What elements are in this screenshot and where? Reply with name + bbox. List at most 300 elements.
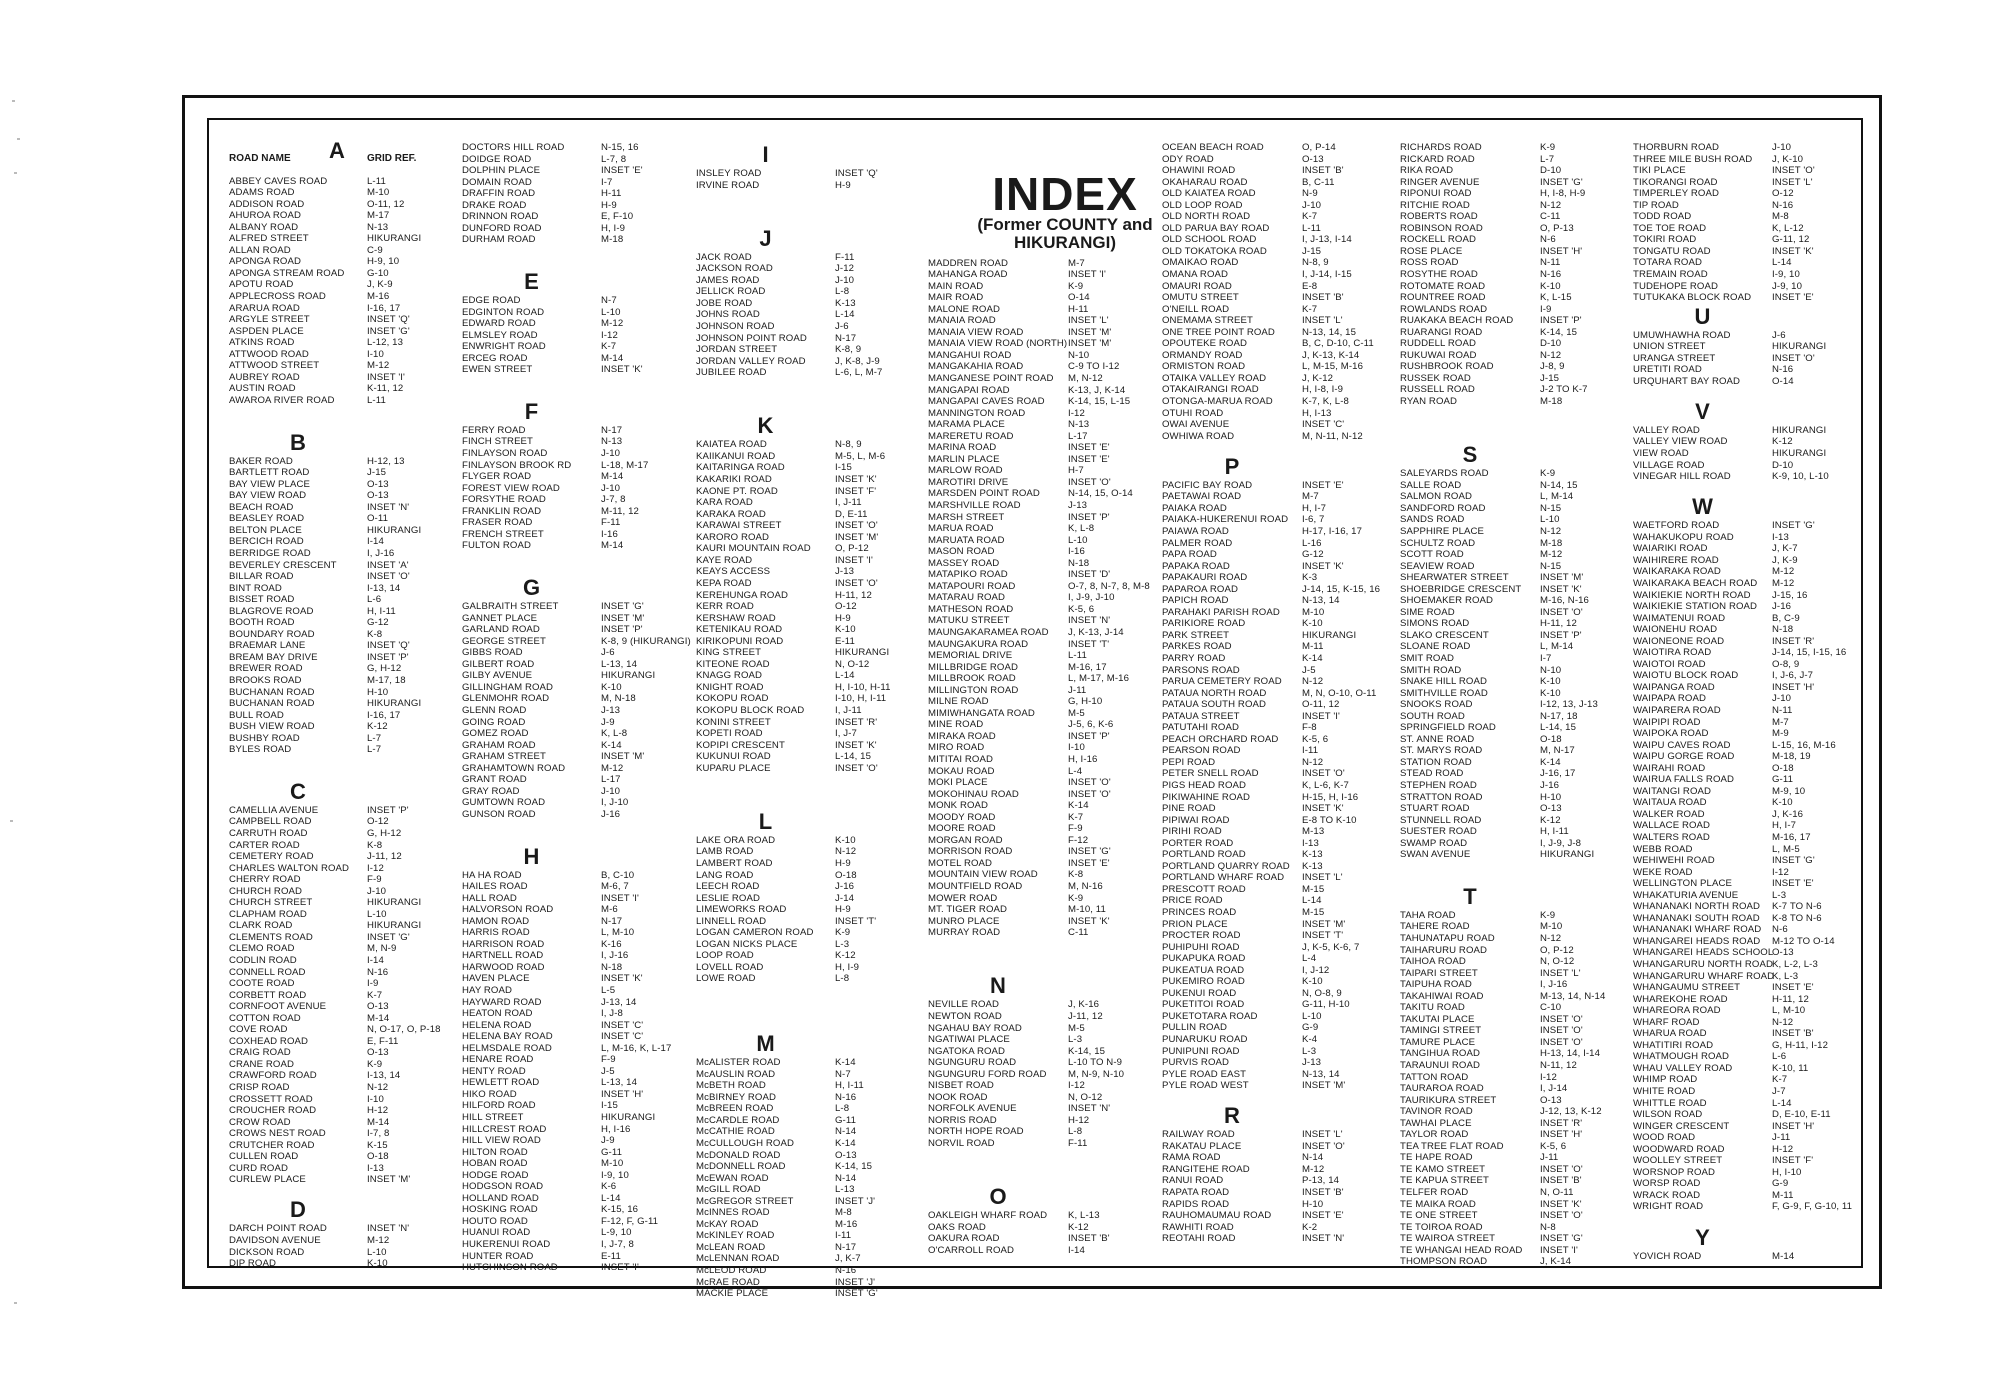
grid-ref: INSET 'I' xyxy=(367,371,405,383)
index-entry xyxy=(696,168,891,180)
grid-ref: I, J-7 xyxy=(835,728,857,740)
grid-ref: G-11 xyxy=(1772,774,1794,786)
grid-ref: K, L-3 xyxy=(1772,970,1799,982)
road-name: MANAIA VIEW ROAD (NORTH) xyxy=(928,338,1068,350)
index-entry xyxy=(1162,711,1380,723)
grid-ref: K-8, 9 (HIKURANGI) xyxy=(601,635,691,647)
index-entry xyxy=(1400,653,1605,665)
road-name: ALFRED STREET xyxy=(229,233,309,245)
road-name: PORTER ROAD xyxy=(1162,837,1234,849)
index-entry xyxy=(928,1222,1150,1234)
index-entry xyxy=(1400,1025,1605,1037)
index-entry xyxy=(1633,578,1852,590)
road-name: WAIRAHI ROAD xyxy=(1633,762,1706,774)
index-entry xyxy=(1400,956,1605,968)
index-entry xyxy=(1633,740,1852,752)
road-name: GARLAND ROAD xyxy=(462,624,540,636)
grid-ref: N-16 xyxy=(835,1265,857,1277)
grid-ref: J-6 xyxy=(835,321,849,333)
road-name: RUARANGI ROAD xyxy=(1400,326,1483,338)
road-name: RIPONUI ROAD xyxy=(1400,188,1472,200)
grid-ref: H-13, 14, I-14 xyxy=(1540,1048,1601,1060)
spacer xyxy=(928,142,1150,258)
index-entry xyxy=(696,555,891,567)
index-entry xyxy=(1162,503,1380,515)
road-name: NOOK ROAD xyxy=(928,1091,988,1103)
index-entry xyxy=(696,367,891,379)
grid-ref: INSET 'K' xyxy=(1302,803,1344,815)
grid-ref: I, J-16 xyxy=(367,547,395,559)
index-entry xyxy=(1162,803,1380,815)
index-entry xyxy=(462,494,691,506)
grid-ref: H, I-8, H-9 xyxy=(1540,188,1586,200)
index-entry xyxy=(229,1013,441,1025)
road-name: PURVIS ROAD xyxy=(1162,1057,1230,1069)
index-entry xyxy=(1633,590,1852,602)
section-letter-J: J xyxy=(759,225,772,251)
grid-ref: I-10 xyxy=(367,1093,384,1105)
road-name: TIKI PLACE xyxy=(1633,165,1686,177)
index-entry xyxy=(1400,595,1605,607)
index-entry xyxy=(928,500,1150,512)
road-name: PORTLAND WHARF ROAD xyxy=(1162,872,1285,884)
grid-ref: J, K-10 xyxy=(1772,153,1804,165)
grid-ref: INSET 'O' xyxy=(1540,1025,1583,1037)
road-name: LOWE ROAD xyxy=(696,973,756,985)
index-entry xyxy=(1162,1046,1380,1058)
grid-ref: INSET 'B' xyxy=(1302,165,1344,177)
index-entry xyxy=(928,361,1150,373)
road-name: WEKE ROAD xyxy=(1633,866,1693,878)
section-letter-T: T xyxy=(1463,883,1477,909)
index-entry xyxy=(1162,630,1380,642)
title-sub-line1: (Former COUNTY and xyxy=(977,215,1153,234)
index-entry xyxy=(928,927,1150,939)
grid-ref: M-15 xyxy=(1302,883,1325,895)
grid-ref: INSET 'Q' xyxy=(367,640,410,652)
grid-ref: K-16 xyxy=(601,938,622,950)
index-entry xyxy=(1633,246,1852,258)
road-name: BUCHANAN ROAD xyxy=(229,698,315,710)
grid-ref: M-15 xyxy=(1302,907,1325,918)
road-name: DAVIDSON AVENUE xyxy=(229,1235,321,1247)
road-name: ENWRIGHT ROAD xyxy=(462,341,546,353)
index-entry xyxy=(696,532,891,544)
index-entry xyxy=(1633,1178,1852,1190)
grid-ref: INSET 'N' xyxy=(367,1223,410,1235)
road-name: TATTON ROAD xyxy=(1400,1071,1469,1083)
grid-ref: N, O-17, O, P-18 xyxy=(367,1024,441,1036)
grid-ref: K, L-6, K-7 xyxy=(1302,779,1349,791)
road-name: TUDEHOPE ROAD xyxy=(1633,280,1718,292)
index-entry xyxy=(462,540,691,552)
road-name: KNAGG ROAD xyxy=(696,670,763,682)
grid-ref: I-15 xyxy=(601,1100,618,1112)
index-entry xyxy=(1400,1141,1605,1153)
road-name: MUNRO PLACE xyxy=(928,915,1000,927)
index-entry xyxy=(462,200,691,212)
index-entry xyxy=(928,846,1150,858)
grid-ref: H-9 xyxy=(835,857,851,869)
index-entry xyxy=(1400,688,1605,700)
index-entry xyxy=(1633,330,1852,342)
road-name: TAURIKURA STREET xyxy=(1400,1094,1497,1106)
index-entry xyxy=(462,307,691,319)
index-entry xyxy=(1400,849,1605,861)
grid-ref: N-16 xyxy=(367,966,389,978)
grid-ref: J-10 xyxy=(1772,693,1792,705)
grid-ref: INSET 'O' xyxy=(1068,476,1111,488)
index-entry xyxy=(229,583,441,595)
index-entry xyxy=(696,939,891,951)
road-name: WHARF ROAD xyxy=(1633,1016,1700,1028)
grid-ref: K-5, 6 xyxy=(1540,1140,1567,1152)
road-name: PARSONS ROAD xyxy=(1162,664,1240,676)
grid-ref: L-10 xyxy=(1068,534,1088,546)
grid-ref: M-14 xyxy=(601,540,624,552)
road-name: WHAU VALLEY ROAD xyxy=(1633,1062,1733,1074)
road-name: OTAIKA VALLEY ROAD xyxy=(1162,372,1267,384)
road-name: PRESCOTT ROAD xyxy=(1162,883,1246,895)
index-entry xyxy=(462,330,691,342)
road-name: WAIARIKI ROAD xyxy=(1633,543,1708,555)
index-entry xyxy=(1162,676,1380,688)
index-entry xyxy=(229,279,441,291)
index-entry xyxy=(462,1066,691,1078)
grid-ref: P-13, 14 xyxy=(1302,1175,1340,1187)
index-entry xyxy=(1633,223,1852,235)
index-entry xyxy=(462,1043,691,1055)
road-name: RICKARD ROAD xyxy=(1400,153,1475,165)
grid-ref: HIKURANGI xyxy=(367,698,422,710)
grid-ref: INSET 'R' xyxy=(1772,635,1815,647)
road-name: MARSDEN POINT ROAD xyxy=(928,488,1040,500)
grid-ref: O-13 xyxy=(367,1001,389,1013)
grid-ref: HIKURANGI xyxy=(601,1112,656,1124)
road-name: GRAY ROAD xyxy=(462,785,520,797)
grid-ref: J-14, 15, I-15, 16 xyxy=(1772,647,1847,659)
index-entry xyxy=(1400,1048,1605,1060)
road-name: ST. MARYS ROAD xyxy=(1400,745,1483,757)
road-name: PUKETITOI ROAD xyxy=(1162,999,1245,1011)
index-entry xyxy=(1162,849,1380,861)
index-entry xyxy=(1633,797,1852,809)
index-entry xyxy=(1400,630,1605,642)
index-entry xyxy=(1162,872,1380,884)
grid-ref: J-10 xyxy=(835,274,855,286)
road-name: WHANGAUMU STREET xyxy=(1633,982,1741,994)
road-name: RICHARDS ROAD xyxy=(1400,142,1482,153)
index-entry xyxy=(928,512,1150,524)
grid-ref: INSET 'K' xyxy=(835,474,877,486)
grid-ref: H-9, 10 xyxy=(367,256,400,268)
grid-ref: O-13 xyxy=(367,490,389,502)
road-name: SHOEBRIDGE CRESCENT xyxy=(1400,583,1522,595)
grid-ref: I-14 xyxy=(367,955,384,966)
index-entry xyxy=(696,1196,891,1208)
grid-ref: K-13 xyxy=(1302,860,1323,872)
road-name: HELMSDALE ROAD xyxy=(462,1042,552,1054)
grid-ref: J-6 xyxy=(601,647,615,659)
index-entry xyxy=(1162,1129,1380,1141)
grid-ref: INSET 'H' xyxy=(601,1088,644,1100)
index-entry xyxy=(229,828,441,840)
grid-ref: INSET 'C' xyxy=(601,1019,644,1031)
index-entry xyxy=(1162,826,1380,838)
road-name: SWAMP ROAD xyxy=(1400,837,1468,849)
road-name: BREWER ROAD xyxy=(229,663,303,675)
road-name: OTUHI ROAD xyxy=(1162,407,1224,419)
index-entry xyxy=(1633,901,1852,913)
index-entry xyxy=(696,682,891,694)
road-name: CROWS NEST ROAD xyxy=(229,1128,326,1140)
road-name: ASPDEN PLACE xyxy=(229,325,304,337)
index-entry xyxy=(1400,722,1605,734)
road-name: KAURI MOUNTAIN ROAD xyxy=(696,543,811,555)
grid-ref: J-13 xyxy=(835,566,855,578)
road-name: MARUATA ROAD xyxy=(928,534,1005,546)
road-name: JOBE ROAD xyxy=(696,297,753,309)
road-name: MAROTIRI DRIVE xyxy=(928,476,1009,488)
road-name: WHITTLE ROAD xyxy=(1633,1097,1707,1109)
index-entry xyxy=(928,812,1150,824)
index-entry xyxy=(1633,1251,1852,1263)
road-name: HOLLAND ROAD xyxy=(462,1192,539,1204)
road-name: TONGATU ROAD xyxy=(1633,245,1711,257)
road-name: WAIHIRERE ROAD xyxy=(1633,554,1719,566)
index-entry xyxy=(696,344,891,356)
grid-ref: J-10 xyxy=(601,482,621,494)
road-name: McKINLEY ROAD xyxy=(696,1230,775,1242)
index-entry xyxy=(1633,890,1852,902)
grid-ref: INSET 'M' xyxy=(1302,918,1346,930)
index-entry xyxy=(1162,384,1380,396)
road-name: OAKURA ROAD xyxy=(928,1233,1000,1245)
index-entry xyxy=(696,275,891,287)
grid-ref: I-9 xyxy=(1540,303,1552,315)
grid-ref: H-7 xyxy=(1068,465,1084,477)
grid-ref: J-9, 10 xyxy=(1772,280,1803,292)
index-entry xyxy=(1633,543,1852,555)
index-entry xyxy=(928,281,1150,293)
road-name: OWHIWA ROAD xyxy=(1162,430,1235,442)
index-entry xyxy=(1400,188,1605,200)
road-name: MORGAN ROAD xyxy=(928,834,1003,846)
grid-ref: N-11, 12 xyxy=(1540,1060,1577,1072)
index-entry xyxy=(1162,304,1380,316)
road-name: HODGE ROAD xyxy=(462,1169,529,1181)
grid-ref: K-5, 6 xyxy=(1302,733,1329,745)
section-letter-F: F xyxy=(524,398,539,424)
road-name: TAWHAI PLACE xyxy=(1400,1117,1472,1129)
grid-ref: N-17 xyxy=(835,332,857,344)
grid-ref: N-12 xyxy=(1540,199,1562,211)
road-name: STATION ROAD xyxy=(1400,756,1472,768)
road-name: KEREHUNGA ROAD xyxy=(696,589,789,601)
index-entry xyxy=(462,364,691,376)
index-entry xyxy=(229,990,441,1002)
road-name: BARTLETT ROAD xyxy=(229,467,310,479)
index-entry xyxy=(462,425,691,437)
index-entry xyxy=(1400,246,1605,258)
road-name: McBREEN ROAD xyxy=(696,1103,774,1115)
grid-ref: I, J-11 xyxy=(835,704,862,716)
grid-ref: G-12 xyxy=(367,617,389,629)
grid-ref: I, J-6, J-7 xyxy=(1772,670,1814,682)
road-name: ROUNTREE ROAD xyxy=(1400,292,1486,304)
grid-ref: G, H-12 xyxy=(367,827,402,839)
road-name: WHANANAKI WHARF ROAD xyxy=(1633,924,1762,936)
road-name: TAVINOR ROAD xyxy=(1400,1106,1473,1118)
index-entry xyxy=(1633,292,1852,304)
grid-ref: O-14 xyxy=(1068,292,1090,304)
index-entry xyxy=(229,1140,441,1152)
road-name: GOMEZ ROAD xyxy=(462,728,529,740)
grid-ref: K-8, 9 xyxy=(835,344,862,356)
index-entry xyxy=(1400,1187,1605,1199)
grid-ref: K-7 xyxy=(1302,303,1318,315)
grid-ref: F, G-9, F, G-10, 11 xyxy=(1772,1201,1853,1213)
grid-ref: J-16 xyxy=(1772,601,1792,613)
road-name: CARTER ROAD xyxy=(229,839,300,851)
grid-ref: J-12 xyxy=(835,263,855,275)
grid-ref: INSET 'N' xyxy=(1302,1233,1345,1245)
road-name: DURHAM ROAD xyxy=(462,234,536,246)
road-name: MARSHVILLE ROAD xyxy=(928,499,1021,511)
road-name: PALMER ROAD xyxy=(1162,537,1233,549)
road-name: PAIAKA ROAD xyxy=(1162,502,1227,514)
road-name: STUNNELL ROAD xyxy=(1400,814,1482,826)
index-entry xyxy=(1400,968,1605,980)
grid-ref: L-17 xyxy=(601,774,621,786)
index-entry xyxy=(1400,223,1605,235)
section-letter-Y: Y xyxy=(1695,1224,1710,1250)
index-entry xyxy=(229,733,441,745)
road-name: CHURCH STREET xyxy=(229,897,313,909)
road-name: WHAREORA ROAD xyxy=(1633,1005,1721,1017)
index-entry xyxy=(229,502,441,514)
index-entry xyxy=(462,870,691,882)
road-name: PRICE ROAD xyxy=(1162,895,1223,907)
grid-ref: N-14 xyxy=(835,1172,857,1184)
road-name: MANAIA ROAD xyxy=(928,315,996,327)
index-entry xyxy=(1162,1187,1380,1199)
index-entry xyxy=(1400,699,1605,711)
grid-ref: K-12 xyxy=(367,721,388,733)
grid-ref: INSET 'P' xyxy=(601,624,643,636)
grid-ref: INSET 'O' xyxy=(835,520,878,532)
index-entry xyxy=(229,1151,441,1163)
road-name: ATKINS ROAD xyxy=(229,337,295,349)
grid-ref: INSET 'I' xyxy=(601,892,639,904)
grid-ref: H-10 xyxy=(367,686,389,698)
road-name: KERSHAW ROAD xyxy=(696,612,776,624)
road-name: TE WHANGAI HEAD ROAD xyxy=(1400,1244,1523,1256)
road-name: PIRIHI ROAD xyxy=(1162,826,1222,838)
index-entry xyxy=(1162,895,1380,907)
grid-ref: J-10 xyxy=(367,885,387,897)
index-entry xyxy=(1400,142,1605,154)
road-name: HOSKING ROAD xyxy=(462,1204,538,1216)
index-entry xyxy=(462,483,691,495)
road-name: MANAIA VIEW ROAD xyxy=(928,326,1024,338)
road-name: HALVORSON ROAD xyxy=(462,904,554,916)
index-entry xyxy=(1400,838,1605,850)
grid-ref: K-7 xyxy=(601,341,617,353)
grid-ref: J, K-13, J-14 xyxy=(1068,627,1124,638)
grid-ref: K, L-2, L-3 xyxy=(1772,959,1818,970)
index-entry xyxy=(1162,200,1380,212)
grid-ref: M-12 xyxy=(1540,549,1563,561)
index-entry xyxy=(1400,826,1605,838)
index-entry xyxy=(1162,223,1380,235)
road-name: AHUROA ROAD xyxy=(229,210,301,222)
road-name: ADAMS ROAD xyxy=(229,187,295,199)
grid-ref: G, H-12 xyxy=(367,663,402,675)
road-name: RUKUWAI ROAD xyxy=(1400,349,1477,361)
road-name: APPLECROSS ROAD xyxy=(229,291,326,303)
index-entry xyxy=(229,256,441,268)
index-entry xyxy=(1162,607,1380,619)
index-entry xyxy=(696,509,891,521)
road-name: McAUSLIN ROAD xyxy=(696,1068,776,1080)
grid-ref: M, N-11, N-12 xyxy=(1302,430,1363,442)
road-name: FRASER ROAD xyxy=(462,517,533,529)
index-entry xyxy=(928,999,1150,1011)
index-entry xyxy=(462,693,691,705)
index-entry xyxy=(1400,1199,1605,1211)
grid-ref: HIKURANGI xyxy=(367,524,422,536)
road-name: WHITE ROAD xyxy=(1633,1086,1696,1098)
index-entry xyxy=(462,751,691,763)
index-entry xyxy=(1400,572,1605,584)
road-name: MOUNTAIN VIEW ROAD xyxy=(928,869,1038,881)
road-name: URQUHART BAY ROAD xyxy=(1633,375,1741,387)
grid-ref: K-9 xyxy=(1540,468,1556,480)
index-entry xyxy=(1162,792,1380,804)
grid-ref: H-12 xyxy=(1068,1114,1090,1126)
index-entry xyxy=(229,805,441,817)
grid-ref: INSET 'L' xyxy=(1302,872,1343,884)
grid-ref: G-10 xyxy=(367,267,389,279)
index-entry xyxy=(696,717,891,729)
grid-ref: I, J-9, J-8 xyxy=(1540,837,1582,849)
road-name: STRATTON ROAD xyxy=(1400,791,1483,803)
road-name: MITITAI ROAD xyxy=(928,754,993,766)
index-entry xyxy=(462,647,691,659)
index-entry xyxy=(462,1193,691,1205)
road-name: RAMA ROAD xyxy=(1162,1152,1221,1164)
road-name: MOODY ROAD xyxy=(928,811,996,823)
road-name: VIEW ROAD xyxy=(1633,448,1689,460)
index-entry xyxy=(1400,257,1605,269)
index-entry xyxy=(928,581,1150,593)
grid-ref: L-7 xyxy=(1540,153,1555,165)
road-name: FORSYTHE ROAD xyxy=(462,494,546,506)
road-name: SMITH ROAD xyxy=(1400,664,1462,676)
index-entry xyxy=(928,881,1150,893)
index-entry xyxy=(1633,717,1852,729)
index-entry xyxy=(1400,780,1605,792)
grid-ref: N-17 xyxy=(601,915,623,927)
grid-ref: F-9 xyxy=(367,874,382,886)
grid-ref: K, L-12 xyxy=(1772,222,1804,234)
grid-ref: M-13, 14, N-14 xyxy=(1540,990,1606,1002)
grid-ref: M-7 xyxy=(1772,716,1789,728)
grid-ref: M-13 xyxy=(1302,826,1325,838)
index-entry xyxy=(229,548,441,560)
road-name: NORVIL ROAD xyxy=(928,1137,995,1149)
